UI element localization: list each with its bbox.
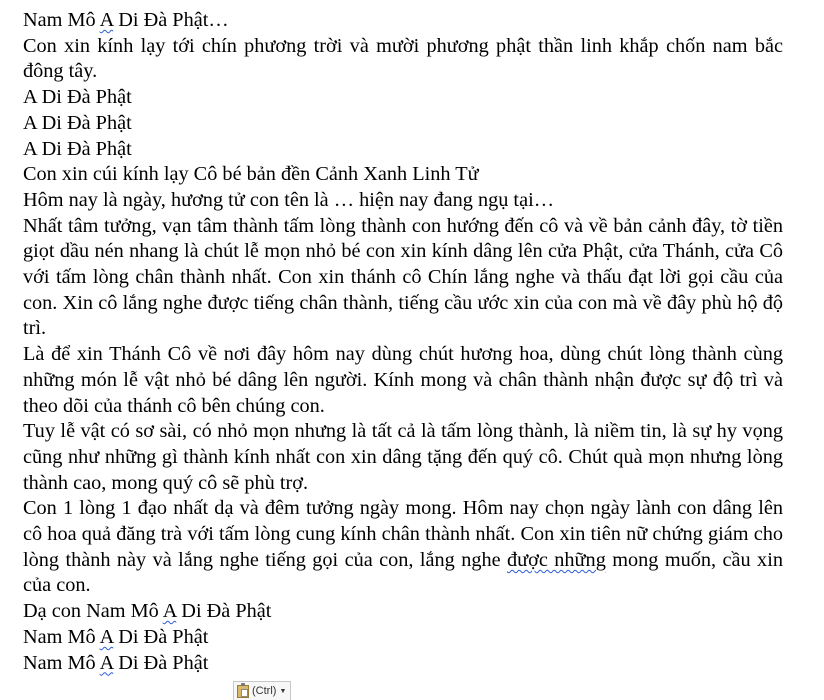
paragraph xyxy=(23,214,783,343)
text-run: Tuy lễ vật có sơ sài, có nhỏ mọn nhưng là tất cả là tấm lòng thành, là niềm tin, là sự hy vọng cũng như những gì thành kính nhất con xin dâng tặng đến quý cô. Chút quà mọn nhưng lòng thành cao, mong quý cô sẽ phù trợ. xyxy=(23,420,783,494)
text-run: Nam Mô xyxy=(23,625,100,648)
text-run: mong muốn, cầu xin của con. xyxy=(23,548,783,597)
text-run: Là để xin Thánh Cô về nơi đây hôm nay dùng chút hương hoa, dùng chút lòng thành cùng những món lễ vật nhỏ bé dâng lên người. Kính mong và chân thành nhận được sự độ trì và theo dõi của thánh cô bên chúng con. xyxy=(23,343,783,417)
spellcheck-flagged-text[interactable]: được những xyxy=(507,548,606,571)
paragraph xyxy=(23,34,783,85)
paragraph xyxy=(23,188,783,214)
text-run: Di Đà Phật… xyxy=(113,9,229,31)
text-run: Nhất tâm tưởng, vạn tâm thành tấm lòng thành con hướng đến cô và về bản cảnh đây, tờ tiền giọt dầu nén nhang là chút lễ mọn nhỏ bé con xin kính dâng lên cửa Phật, cửa Thánh, cửa Cô với tấm lòng chân thành nhất. Con xin thánh cô Chín lắng nghe và thấu đạt lời gọi cầu của con. Xin cô lắng nghe được tiếng chân thành, tiếng cầu ước xin của con mà về đây phù hộ độ trì. xyxy=(23,214,783,340)
spellcheck-flagged-text[interactable]: A xyxy=(99,651,114,674)
spellcheck-flagged-text[interactable]: A xyxy=(99,625,114,648)
text-run: Nam Mô xyxy=(23,9,100,31)
paragraph xyxy=(23,419,783,496)
text-run: Dạ con Nam Mô xyxy=(23,600,163,623)
text-run: Nam Mô xyxy=(23,651,100,674)
spellcheck-flagged-text[interactable]: A xyxy=(162,600,177,623)
paragraph xyxy=(23,8,783,34)
clipboard-icon xyxy=(237,685,249,698)
text-run: A Di Đà Phật xyxy=(23,137,132,160)
paragraph xyxy=(23,599,783,625)
paragraph xyxy=(23,85,783,111)
text-run: Con xin kính lạy tới chín phương trời và mười phương phật thần linh khắp chốn nam bắc đông tây. xyxy=(23,34,783,83)
paragraph xyxy=(23,651,783,677)
spellcheck-flagged-text[interactable]: A xyxy=(99,9,114,31)
text-run: Di Đà Phật xyxy=(176,600,272,623)
text-run: A Di Đà Phật xyxy=(23,111,132,134)
document-body[interactable] xyxy=(23,8,783,676)
text-run: Con xin cúi kính lạy Cô bé bản đền Cảnh Xanh Linh Tử xyxy=(23,163,479,186)
text-run: Con 1 lòng 1 đạo nhất dạ và đêm tưởng ngày mong. Hôm nay chọn ngày lành con dâng lên cô hoa quả đăng trà với tấm lòng cung kính chân thành nhất. Con xin tiên nữ chứng giám cho lòng thành này và lắng nghe tiếng gọi của con, lắng nghe xyxy=(23,497,783,571)
paragraph xyxy=(23,496,783,599)
paragraph xyxy=(23,162,783,188)
paste-options-label: (Ctrl) xyxy=(252,685,277,697)
text-run: Di Đà Phật xyxy=(113,625,209,648)
paragraph xyxy=(23,137,783,163)
paste-options-button[interactable] xyxy=(233,681,291,700)
text-run: Di Đà Phật xyxy=(113,651,209,674)
text-run: Hôm nay là ngày, hương tử con tên là … hiện nay đang ngụ tại… xyxy=(23,188,554,211)
text-run: A Di Đà Phật xyxy=(23,86,132,109)
paragraph xyxy=(23,625,783,651)
paragraph xyxy=(23,342,783,419)
caret-down-icon: ▼ xyxy=(279,687,287,695)
paragraph xyxy=(23,111,783,137)
